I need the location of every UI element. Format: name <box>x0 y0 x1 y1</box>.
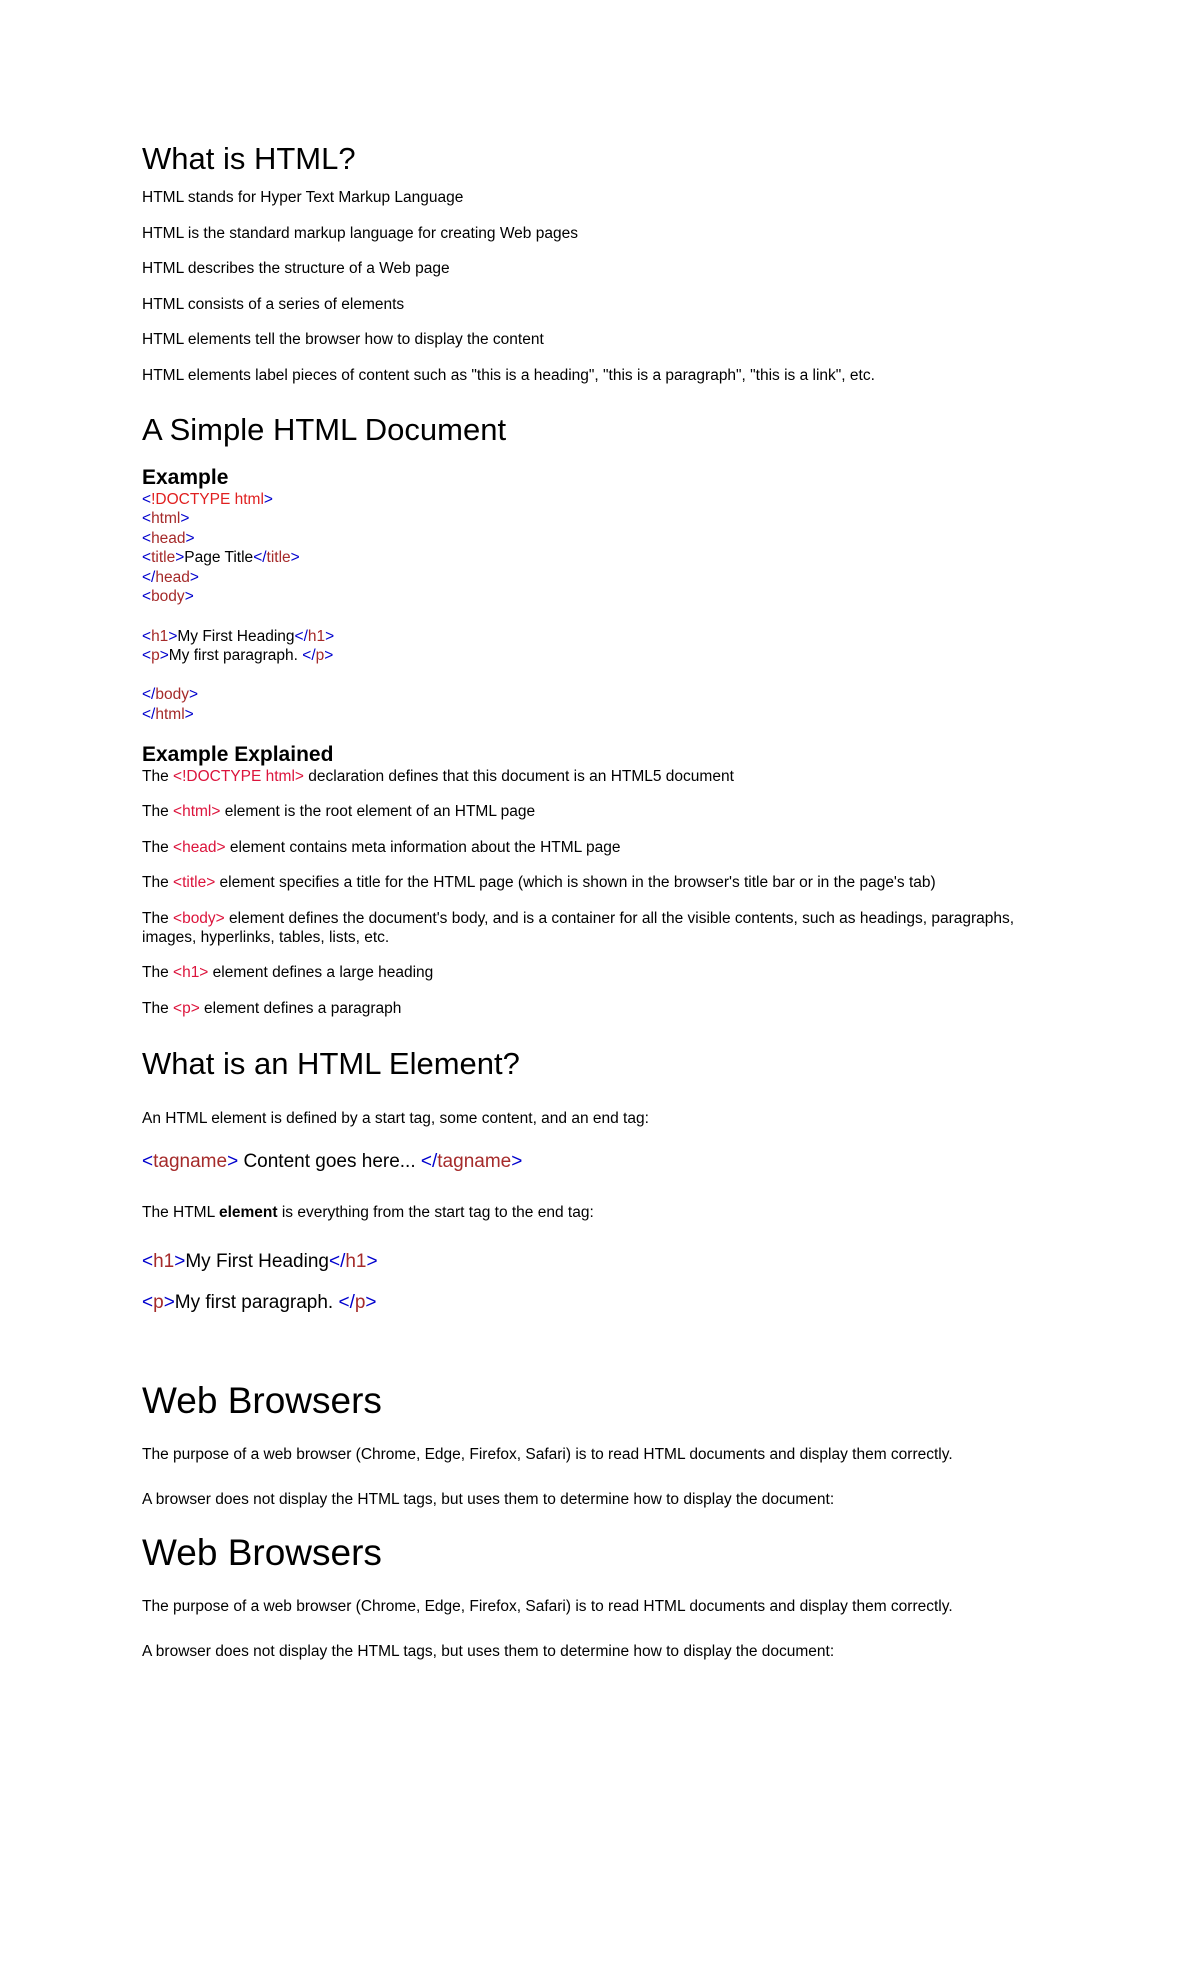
code-bracket: < <box>142 1250 154 1272</box>
code-bracket: > <box>174 1250 186 1272</box>
code-bracket: > <box>184 706 194 724</box>
section-heading-web-browsers: Web Browsers <box>142 1379 382 1421</box>
code-bracket: > <box>324 647 334 665</box>
code-line-title <box>142 548 1062 568</box>
element-example-h1 <box>142 1250 1062 1274</box>
code-bracket: > <box>159 647 169 665</box>
element-note <box>142 1203 1062 1222</box>
code-tagname: p <box>354 1291 366 1313</box>
code-line-body-open <box>142 587 1062 607</box>
explained-item <box>142 909 1062 947</box>
code-tagname: html <box>155 706 185 724</box>
explained-tag: <body> <box>173 909 225 927</box>
explained-text: element defines the document's body, and is a container for all the visible contents, such as headings, paragraphs, images, hyperlinks, tables, lists, etc. <box>142 909 1015 946</box>
explained-tag: <!DOCTYPE html> <box>173 767 304 785</box>
code-bracket: </ <box>253 549 267 567</box>
intro-point: HTML describes the structure of a Web page <box>142 260 450 277</box>
explained-text: The <box>142 909 174 927</box>
intro-point: HTML is the standard markup language for creating Web pages <box>142 224 578 242</box>
browsers-paragraph: A browser does not display the HTML tags, but uses them to determine how to display the document: <box>142 1642 835 1660</box>
code-bracket: < <box>142 627 152 645</box>
code-line-head-close <box>142 568 1062 588</box>
code-tagname: tagname <box>153 1150 228 1172</box>
code-line-h1 <box>142 627 1062 647</box>
intro-point: HTML elements tell the browser how to display the content <box>142 331 544 348</box>
explained-item <box>142 873 1062 892</box>
code-bracket: < <box>142 647 152 665</box>
element-intro: An HTML element is defined by a start tag, some content, and an end tag: <box>142 1109 649 1127</box>
code-tagname: html <box>151 510 181 528</box>
explained-tag: <html> <box>173 803 221 821</box>
element-syntax <box>142 1150 1062 1174</box>
code-tagname: title <box>151 549 176 567</box>
code-line-body-close <box>142 685 1062 705</box>
code-bracket: < <box>142 588 152 606</box>
explained-text: The <box>142 838 174 856</box>
code-line-p <box>142 646 1062 666</box>
code-tagname: tagname <box>437 1150 512 1172</box>
code-bracket: > <box>180 510 190 528</box>
explained-item <box>142 767 1062 786</box>
element-note-text: The HTML <box>142 1203 219 1221</box>
element-note-bold: element <box>218 1203 278 1221</box>
code-tagname: head <box>155 568 190 586</box>
code-bracket: > <box>263 490 273 508</box>
code-tagname: h1 <box>153 1250 175 1272</box>
code-bracket: > <box>227 1150 239 1172</box>
intro-point: HTML consists of a series of elements <box>142 295 405 313</box>
explained-text: The <box>142 964 174 982</box>
code-bracket: < <box>142 510 152 528</box>
explained-text: element defines a large heading <box>208 964 434 982</box>
code-text: My First Heading <box>177 627 295 645</box>
code-bracket: > <box>325 627 335 645</box>
intro-point: HTML stands for Hyper Text Markup Language <box>142 189 464 206</box>
explained-tag: <h1> <box>173 964 209 982</box>
code-tagname: title <box>266 549 291 567</box>
explained-item <box>142 963 1062 982</box>
code-bracket: </ <box>142 706 156 724</box>
code-bracket: < <box>142 1291 154 1313</box>
code-bracket: </ <box>420 1150 438 1172</box>
code-bracket: < <box>142 549 152 567</box>
browsers-paragraph: The purpose of a web browser (Chrome, Edge, Firefox, Safari) is to read HTML documents and display them correctly. <box>142 1445 953 1463</box>
code-bracket: </ <box>338 1291 355 1313</box>
explained-text: The <box>142 874 174 892</box>
code-text: Content goes here... <box>238 1150 421 1172</box>
code-line-doctype <box>142 490 1062 510</box>
explained-item <box>142 838 1062 857</box>
code-line-head-open <box>142 529 1062 549</box>
browsers-paragraph: A browser does not display the HTML tags, but uses them to determine how to display the document: <box>142 1490 835 1508</box>
code-tagname: h1 <box>307 627 326 645</box>
section-heading-simple-document: A Simple HTML Document <box>142 411 507 447</box>
code-bracket: < <box>142 1150 154 1172</box>
code-bracket: > <box>175 549 185 567</box>
code-tagname: body <box>151 588 185 606</box>
code-bracket: < <box>142 490 152 508</box>
explained-tag: <title> <box>173 874 216 892</box>
code-bracket: > <box>290 549 300 567</box>
code-tagname: h1 <box>345 1250 367 1272</box>
code-bracket: > <box>168 627 178 645</box>
element-note-text: is everything from the start tag to the end tag: <box>277 1203 594 1221</box>
explained-text: element specifies a title for the HTML page (which is shown in the browser's title bar or in the page's tab) <box>215 874 936 892</box>
explained-text: element is the root element of an HTML page <box>220 803 536 821</box>
code-tagname: head <box>151 529 186 547</box>
explained-tag: <head> <box>173 838 226 856</box>
explained-text: element defines a paragraph <box>199 999 402 1017</box>
code-bracket: < <box>142 529 152 547</box>
code-tagname: p <box>151 647 160 665</box>
element-example-p <box>142 1291 1062 1315</box>
explained-item <box>142 802 1062 821</box>
code-bracket: > <box>365 1291 377 1313</box>
explained-tag: <p> <box>173 999 200 1017</box>
code-bracket: > <box>189 568 199 586</box>
explained-text: The <box>142 999 174 1017</box>
code-bracket: > <box>163 1291 175 1313</box>
code-doctype-keyword: !DOCTYPE <box>151 490 231 508</box>
code-line-html-close <box>142 705 1062 725</box>
browsers-paragraph: The purpose of a web browser (Chrome, Edge, Firefox, Safari) is to read HTML documents and display them correctly. <box>142 1597 953 1615</box>
intro-point: HTML elements label pieces of content such as "this is a heading", "this is a paragraph", "this is a link", etc. <box>142 366 875 384</box>
explained-item <box>142 999 1062 1018</box>
code-text: My First Heading <box>185 1250 329 1272</box>
code-line-html-open <box>142 509 1062 529</box>
code-text: My first paragraph. <box>174 1291 339 1313</box>
code-bracket: </ <box>294 627 308 645</box>
explained-text: The <box>142 767 174 785</box>
code-tagname: p <box>315 647 325 665</box>
code-tagname: body <box>155 686 189 704</box>
code-bracket: > <box>511 1150 523 1172</box>
code-bracket: > <box>188 686 199 704</box>
section-heading-html-element: What is an HTML Element? <box>142 1045 520 1081</box>
code-bracket: </ <box>302 647 316 665</box>
example-explained-heading: Example Explained <box>142 742 334 766</box>
code-bracket: > <box>366 1250 378 1272</box>
code-bracket: > <box>184 588 194 606</box>
example-heading: Example <box>142 465 229 489</box>
code-text: My first paragraph. <box>168 647 303 665</box>
explained-text: declaration defines that this document is an HTML5 document <box>303 767 734 785</box>
code-bracket: </ <box>142 686 156 704</box>
code-example <box>142 490 1062 725</box>
document-page <box>142 140 1062 1661</box>
section-heading-what-is-html: What is HTML? <box>142 141 356 176</box>
code-bracket: > <box>185 529 195 547</box>
code-tagname: p <box>153 1291 164 1313</box>
code-tagname: h1 <box>151 627 169 645</box>
section-heading-web-browsers: Web Browsers <box>142 1531 382 1573</box>
code-text: Page Title <box>184 549 254 567</box>
explained-text: element contains meta information about the HTML page <box>225 838 621 856</box>
code-bracket: </ <box>328 1250 346 1272</box>
code-bracket: </ <box>142 568 156 586</box>
explained-text: The <box>142 803 174 821</box>
code-doctype-attr: html <box>234 490 264 508</box>
